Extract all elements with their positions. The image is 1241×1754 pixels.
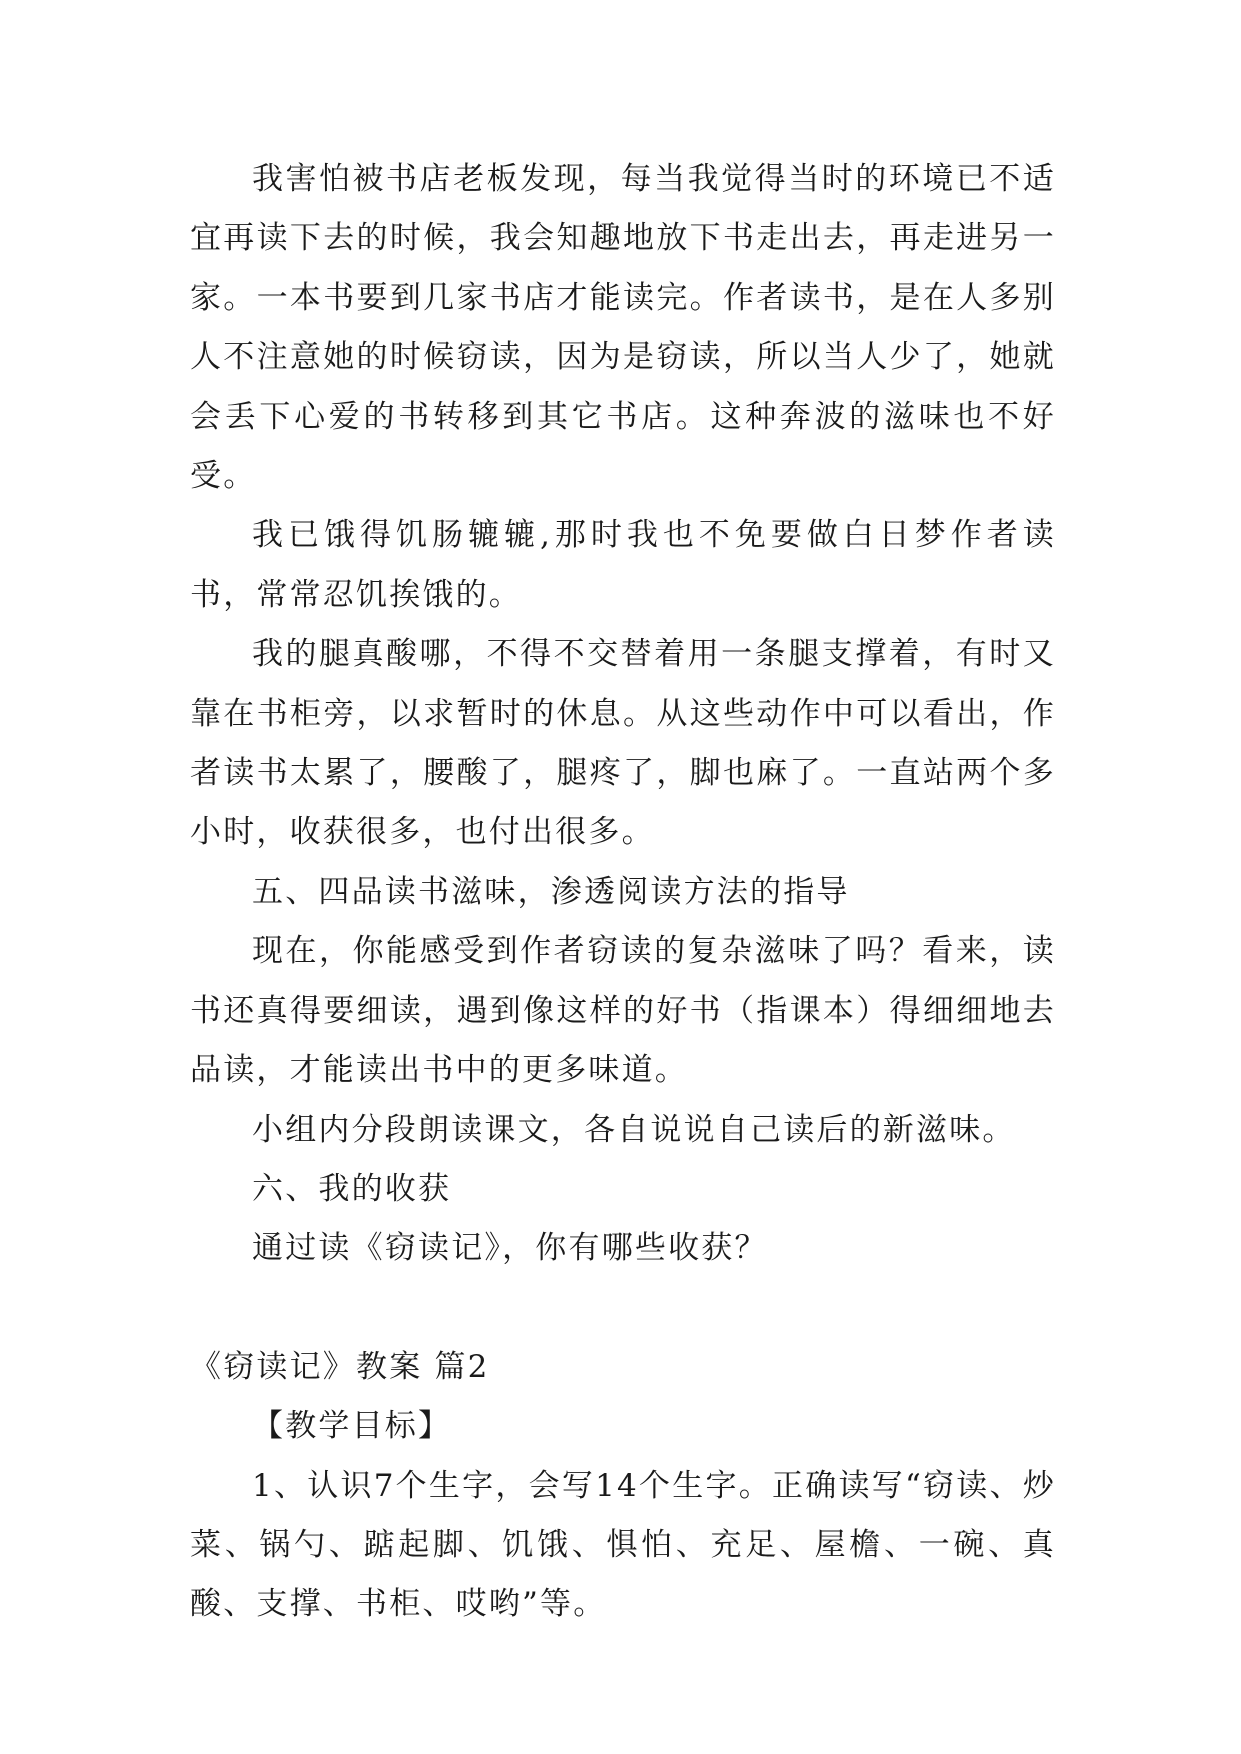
- teaching-goal-item-1: 1、认识7个生字，会写14个生字。正确读写“窃读、炒菜、锅勺、踮起脚、饥饿、惧怕、充足、屋檐、一碗、真酸、支撑、书柜、哎哟”等。: [190, 1467, 1056, 1623]
- paragraph-group-reading: 小组内分段朗读课文，各自说说自己读后的新滋味。: [252, 1111, 1016, 1148]
- paragraph-hunger: 我已饿得饥肠辘辘,那时我也不免要做白日梦作者读书，常常忍饥挨饿的。: [190, 517, 1056, 613]
- section-heading-six: 六、我的收获: [252, 1170, 452, 1207]
- teaching-goals-heading: 【教学目标】: [252, 1408, 452, 1445]
- paragraph-harvest-question: 通过读《窃读记》，你有哪些收获？: [252, 1230, 768, 1267]
- paragraph-reading-method: 现在，你能感受到作者窃读的复杂滋味了吗？看来，读书还真得要细读，遇到像这样的好书（指课本）得细细地去品读，才能读出书中的更多味道。: [190, 933, 1056, 1089]
- document-body: [190, 150, 1056, 1635]
- section-title-part-2: 《窃读记》教案 篇2: [190, 1348, 490, 1385]
- paragraph-tired-legs: 我的腿真酸哪，不得不交替着用一条腿支撑着，有时又靠在书柜旁，以求暂时的休息。从这些动作中可以看出，作者读书太累了，腰酸了，腿疼了，脚也麻了。一直站两个多小时，收获很多，也付出很多。: [190, 636, 1056, 851]
- paragraph-bookstore-fear: 我害怕被书店老板发现，每当我觉得当时的环境已不适宜再读下去的时候，我会知趣地放下书走出去，再走进另一家。一本书要到几家书店才能读完。作者读书，是在人多别人不注意她的时候窃读，因为是窃读，所以当人少了，她就会丢下心爱的书转移到其它书店。这种奔波的滋味也不好受。: [190, 161, 1056, 495]
- section-gap: [190, 1279, 1056, 1338]
- section-heading-five: 五、四品读书滋味，渗透阅读方法的指导: [252, 873, 850, 910]
